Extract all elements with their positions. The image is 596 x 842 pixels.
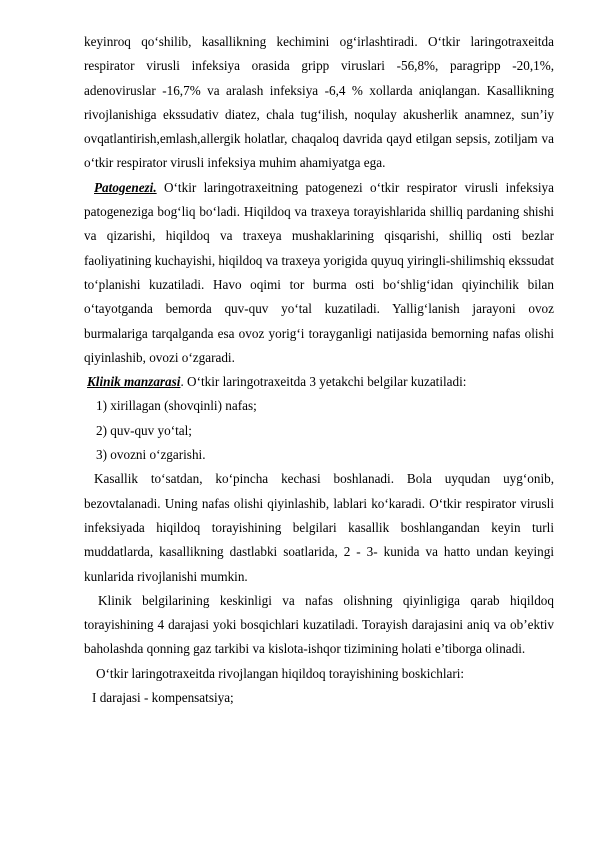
paragraph-onset: Kasallik to‘satdan, ko‘pincha kechasi boshlanadi. Bola uyqudan uyg‘onib, bezovtalanadi. Uning nafas olishi qiyinlashib, lablari ko‘karadi. O‘tkir respirator virusli infeksiyada hiqildoq torayishining belgilari kasallik boshlangandan keyin turli muddatlarda, kasallikning dastlabki soatlarida, 2 - 3- kunida va hatto undan keyingi kunlarida rivojlanishi mumkin. <box>84 471 554 584</box>
paragraph-clinical <box>84 370 554 394</box>
clinical-heading: Klinik manzarasi <box>87 374 181 390</box>
document-page <box>84 30 554 710</box>
list-item: 3) ovozni o‘zgarishi. <box>96 447 206 463</box>
paragraph-stage-1: I darajasi - kompensatsiya; <box>92 690 234 706</box>
pathogenesis-text: O‘tkir laringotraxeitning patogenezi o‘tkir respirator virusli infeksiya patogeneziga bog‘liq bo‘ladi. Hiqildoq va traxeya torayishlarida shilliq pardaning shishi va qizarishi, hiqildoq va traxeya mushaklarining qisqarishi, shilliq osti bezlar faoliyatining kuchayishi, hiqildoq va traxeya yorigida quyuq yiringli-shilimshiq ekssudat to‘planishi kuzatiladi. Havo oqimi tor burma osti bo‘shlig‘idan qiyinchilik bilan o‘tayotganda bemorda quv-quv yo‘tal kuzatiladi. Yallig‘lanish jarayoni ovoz burmalariga tarqalganda esa ovoz yorig‘i torayganligi natijasida bemorning nafas olishi qiyinlashib, ovozi o‘zgaradi. <box>84 179 554 365</box>
list-item: 2) quv-quv yo‘tal; <box>96 422 192 438</box>
paragraph-pathogenesis <box>84 176 554 370</box>
paragraph-stages-heading: O‘tkir laringotraxeitda rivojlangan hiqildoq torayishining boskichlari: <box>96 665 465 681</box>
clinical-text: . O‘tkir laringotraxeitda 3 yetakchi belgilar kuzatiladi: <box>180 374 467 390</box>
paragraph-etiology: keyinroq qo‘shilib, kasallikning kechimini og‘irlashtiradi. O‘tkir laringotraxeitda respirator virusli infeksiya orasida gripp viruslari -56,8%, paragripp -20,1%, adenoviruslar -16,7% va aralash infeksiya -6,4 % xollarda aniqlangan. Kasallikning rivojlanishiga ekssudativ diatez, chala tug‘ilish, noqulay akusherlik anamnez, sun’iy ovqatlantirish,emlash,allergik holatlar, chaqaloq davrida qayd etilgan sepsis, zotiljam va o‘tkir respirator virusli infeksiya muhim ahamiyatga ega. <box>84 34 554 171</box>
pathogenesis-heading: Patogenezi. <box>94 179 157 195</box>
list-item: 1) xirillagan (shovqinli) nafas; <box>96 398 257 414</box>
paragraph-degrees: Klinik belgilarining keskinligi va nafas olishning qiyinligiga qarab hiqildoq torayishining 4 darajasi yoki bosqichlari kuzatiladi. Torayish darajasini aniq va ob’ektiv baholashda qonning gaz tarkibi va kislota-ishqor tizimining holati e’tiborga olinadi. <box>84 592 554 657</box>
